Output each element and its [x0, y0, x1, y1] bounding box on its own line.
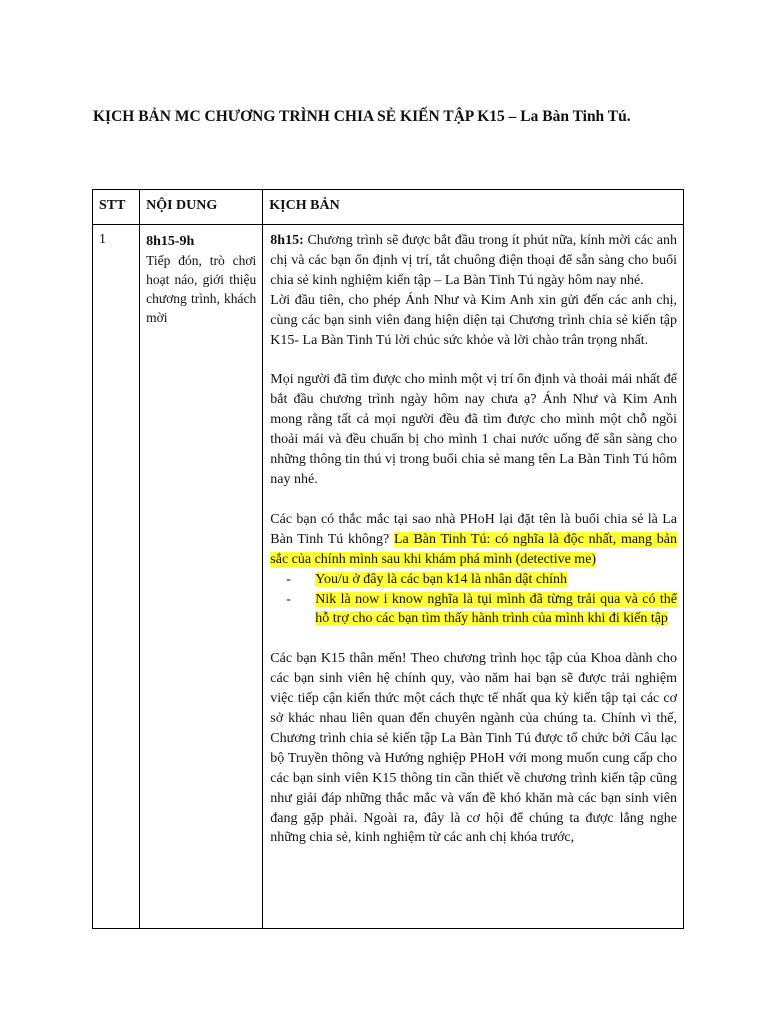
- script-table: [92, 189, 684, 929]
- cell-kich-ban: [263, 225, 684, 929]
- header-noi-dung: NỘI DUNG: [140, 190, 263, 225]
- script-paragraph-5: Các bạn K15 thân mến! Theo chương trình học tập của Khoa dành cho các bạn sinh viên hệ chính quy, vào năm hai bạn sẽ được trải nghiệm việc tiếp cận kiến thức một cách thực tế nhất qua kỳ kiến tập tại các cơ sở khác nhau liên quan đến chuyên ngành của chúng ta. Chính vì thế, Chương trình chia sẻ kiến tập La Bàn Tinh Tú được tổ chức bởi Câu lạc bộ Truyền thông và Hướng nghiệp PHoH với mong muốn cung cấp cho các bạn sinh viên K15 thông tin cần thiết về chương trình kiến tập cũng như giải đáp những thắc mắc và vấn đề khó khăn mà các bạn sinh viên đang gặp phải. Ngoài ra, đây là cơ hội để chúng ta được lắng nghe những chia sẻ, kinh nghiệm từ các anh chị khóa trước,: [270, 651, 677, 846]
- header-stt: STT: [93, 190, 140, 225]
- cell-stt: [93, 225, 140, 929]
- time-range: 8h15-9h: [146, 234, 195, 249]
- script-paragraph-3: Mọi người đã tìm được cho mình một vị trí ổn định và thoải mái nhất để bắt đầu chương trình ngày hôm nay chưa ạ? Ánh Như và Kim Anh mong rằng tất cả mọi người đều đã tìm được cho mình một chỗ ngồi thoải mái và đều chuẩn bị cho mình 1 chai nước uống để sẵn sàng cho những thông tin thú vị trong buổi chia sẻ mang tên La Bàn Tinh Tú hôm nay nhé.: [270, 372, 677, 487]
- table-row: [93, 225, 684, 929]
- script-paragraph-2: Lời đầu tiên, cho phép Ánh Như và Kim Anh xin gửi đến các anh chị, cùng các bạn sinh viên đang hiện diện tại Chương trình chia sẻ kiến tập K15- La Bàn Tinh Tú lời chúc sức khỏe và lời chào trân trọng nhất.: [270, 292, 677, 348]
- list-item: - Nik là now i know nghĩa là tụi mình đã từng trải qua và có thể hỗ trợ cho các bạn tìm thấy hành trình của mình khi đi kiến tập: [286, 591, 677, 627]
- document-title: KỊCH BẢN MC CHƯƠNG TRÌNH CHIA SẺ KIẾN TẬP K15 – La Bàn Tinh Tú.: [93, 108, 631, 125]
- cell-noi-dung: [140, 225, 263, 929]
- list-item: - You/u ở đây là các bạn k14 là nhân dật chính: [270, 570, 677, 590]
- script-paragraph-4: Các bạn có thắc mắc tại sao nhà PHoH lại đặt tên là buổi chia sẻ là La Bàn Tinh Tú không? La Bàn Tinh Tú: có nghĩa là độc nhất, mang bản sắc của chính mình sau khi khám phá mình (detective me): [270, 511, 677, 567]
- bullet-list: [270, 570, 677, 630]
- table-header-row: [93, 190, 684, 225]
- script-paragraph-1: 8h15: Chương trình sẽ được bắt đầu trong ít phút nữa, kính mời các anh chị và các bạn ổn định vị trí, tắt chuông điện thoại để sẵn sàng cho buổi chia sẻ kinh nghiệm kiến tập – La Bàn Tinh Tú ngày hôm nay nhé.: [270, 233, 677, 288]
- row-number: 1: [99, 232, 106, 247]
- dash-bullet: -: [286, 571, 291, 587]
- dash-bullet: -: [286, 591, 291, 607]
- time-label: 8h15:: [270, 233, 304, 248]
- highlighted-text: La Bàn Tinh Tú: có nghĩa là độc nhất, mang bản sắc của chính mình sau khi khám phá mình (detective me): [270, 531, 677, 567]
- content-description: Tiếp đón, trò chơi hoạt náo, giới thiệu chương trình, khách mời: [146, 253, 257, 325]
- header-kich-ban: KỊCH BẢN: [263, 190, 684, 225]
